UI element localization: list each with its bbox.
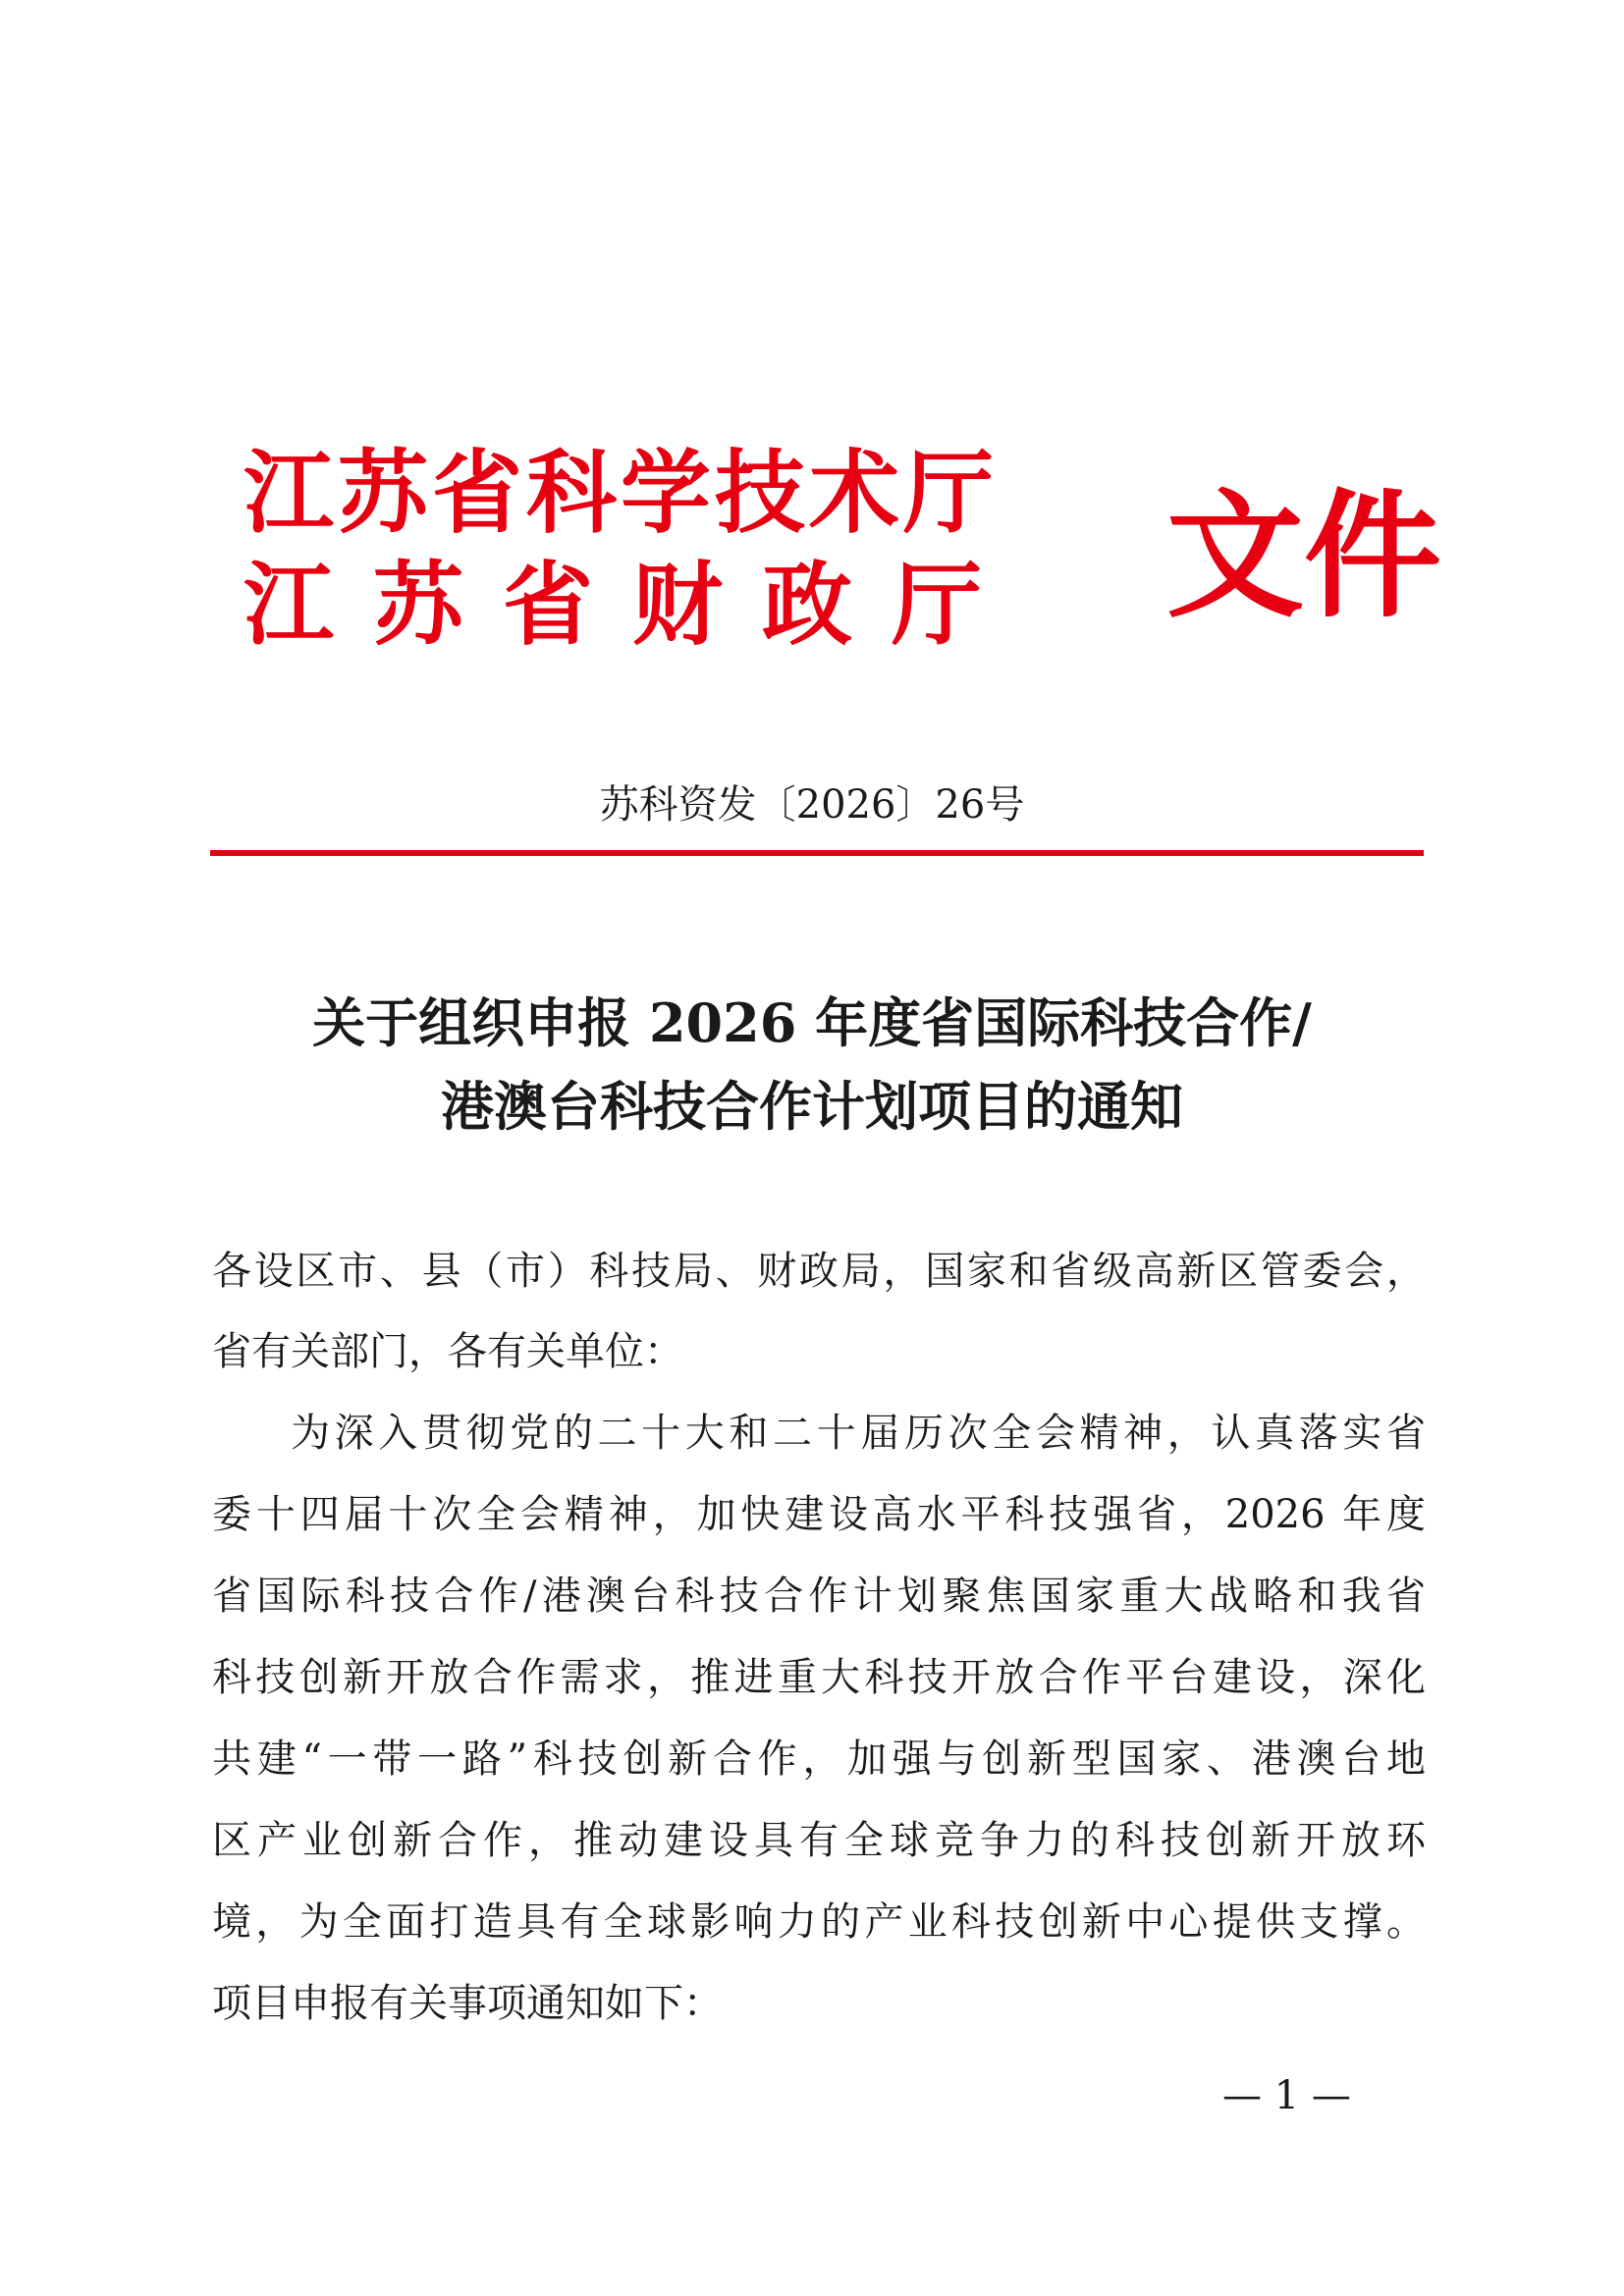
body-line: 委十四届十次全会精神，加快建设高水平科技强省，2026 年度 <box>212 1492 1426 1537</box>
issuer-name-2: 江苏省财政厅 <box>244 553 1022 658</box>
body-line: 项目申报有关事项通知如下： <box>212 1981 723 2026</box>
body-line: 科技创新开放合作需求，推进重大科技开放合作平台建设，深化 <box>212 1655 1426 1700</box>
body-line: 境，为全面打造具有全球影响力的产业科技创新中心提供支撑。 <box>212 1899 1426 1945</box>
page-number: — 1 — <box>1222 2073 1351 2118</box>
body-line: 共建“一带一路”科技创新合作，加强与创新型国家、港澳台地 <box>212 1736 1426 1782</box>
document-title-line-1: 关于组织申报 2026 年度省国际科技合作/ <box>312 991 1312 1054</box>
document-title-line-2: 港澳台科技合作计划项目的通知 <box>441 1075 1183 1138</box>
issuer-name-1: 江苏省科学技术厅 <box>244 441 999 546</box>
body-line: 各设区市、县（市）科技局、财政局，国家和省级高新区管委会， <box>212 1249 1426 1294</box>
body-line: 省有关部门，各有关单位： <box>212 1329 683 1374</box>
body-line: 省国际科技合作/港澳台科技合作计划聚焦国家重大战略和我省 <box>212 1574 1426 1619</box>
body-line: 区产业创新合作，推动建设具有全球竞争力的科技创新开放环 <box>212 1818 1426 1863</box>
red-divider <box>210 850 1424 856</box>
body-line: 为深入贯彻党的二十大和二十届历次全会精神，认真落实省 <box>291 1411 1426 1456</box>
document-number: 苏科资发〔2026〕26号 <box>599 782 1025 828</box>
document-word: 文件 <box>1166 477 1442 637</box>
